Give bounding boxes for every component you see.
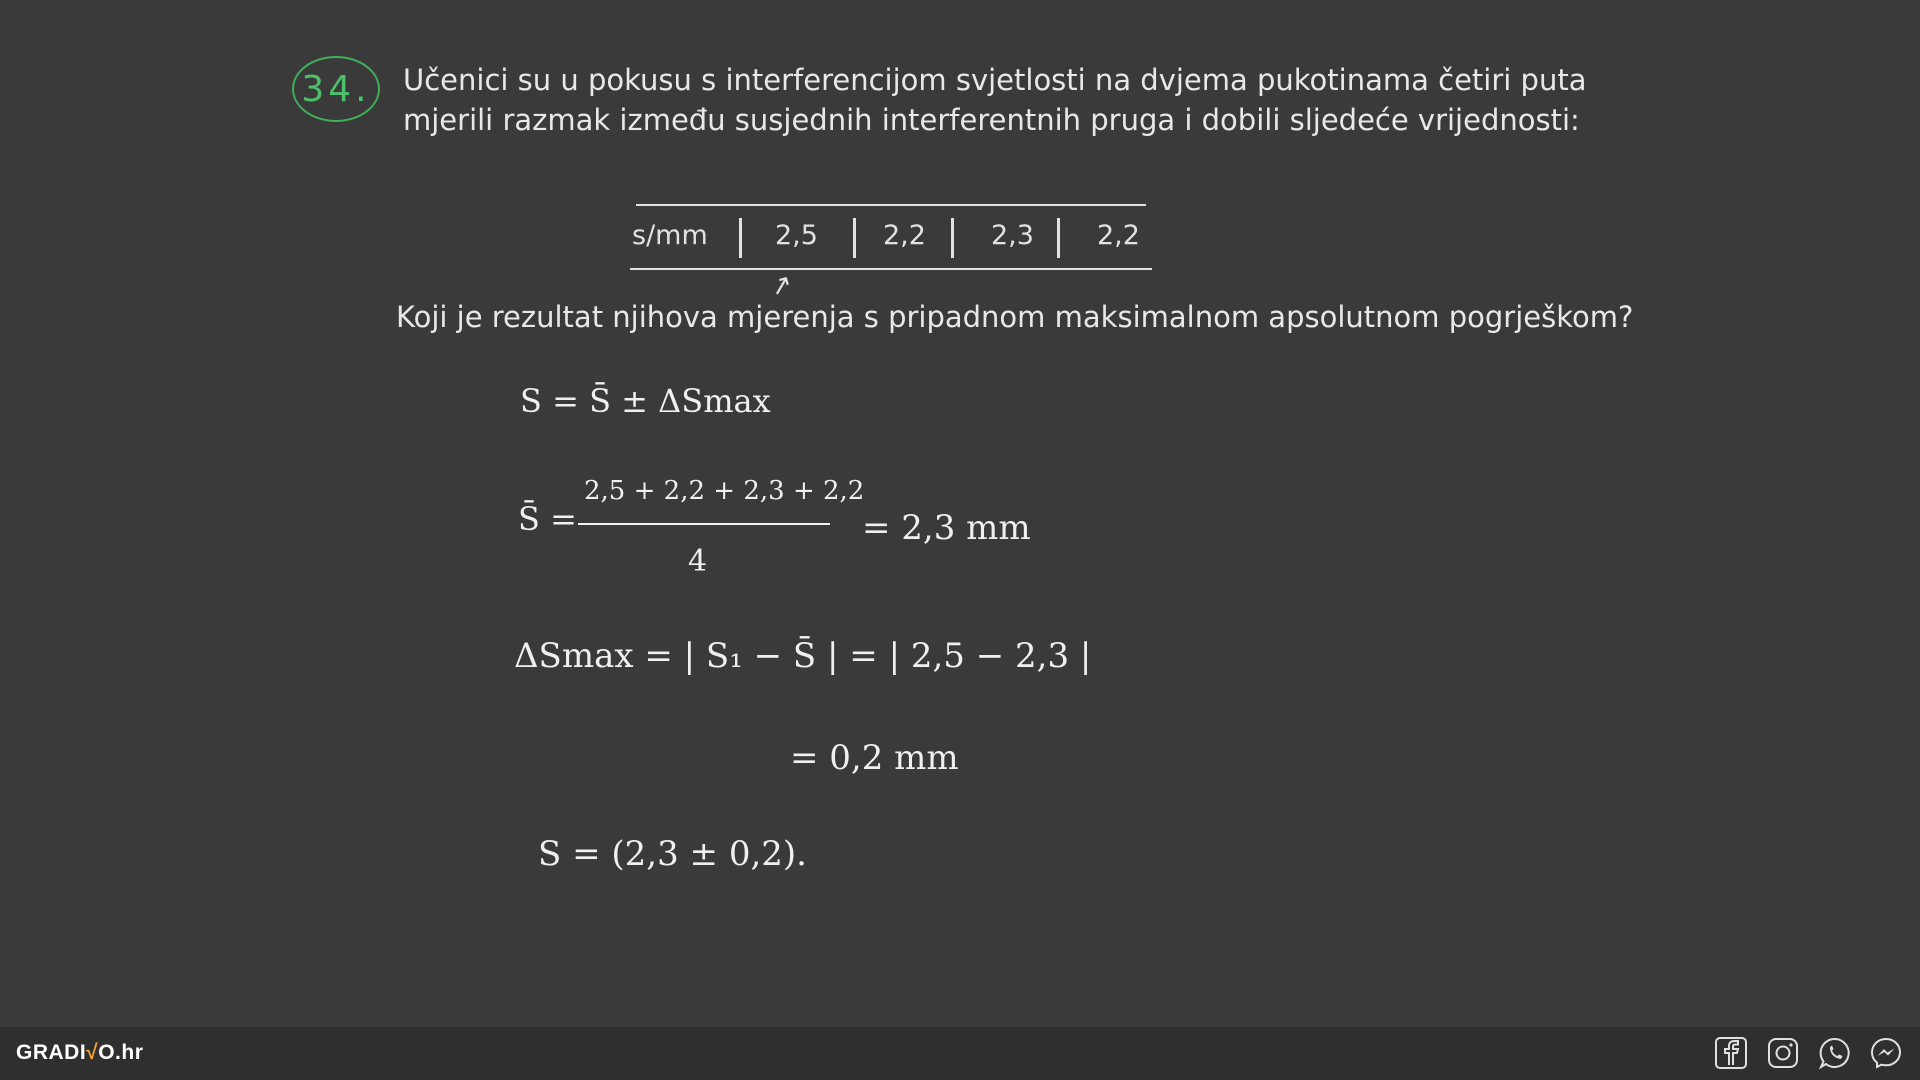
arrow-icon: ↑ bbox=[763, 268, 798, 306]
gradivo-logo[interactable] bbox=[16, 1041, 143, 1065]
table-cell-2: 2,2 bbox=[883, 220, 926, 251]
table-top-rule bbox=[636, 204, 1146, 206]
fraction-bar bbox=[578, 523, 830, 525]
delta-result: = 0,2 mm bbox=[790, 738, 959, 778]
mean-label: S̄ = bbox=[518, 500, 577, 538]
table-cell-1: 2,5 bbox=[775, 220, 818, 251]
mean-result: = 2,3 mm bbox=[862, 508, 1031, 548]
logo-text-right: O.hr bbox=[98, 1041, 144, 1064]
table-bottom-rule bbox=[630, 268, 1152, 270]
final-answer: S = (2,3 ± 0,2). bbox=[538, 834, 807, 874]
table-cell-4: 2,2 bbox=[1097, 220, 1140, 251]
delta-line: ΔSmax = | S₁ − S̄ | = | 2,5 − 2,3 | bbox=[514, 636, 1092, 676]
messenger-icon[interactable] bbox=[1868, 1035, 1904, 1071]
table-cell-3: 2,3 bbox=[991, 220, 1034, 251]
facebook-icon[interactable] bbox=[1713, 1035, 1749, 1071]
measurement-table bbox=[630, 204, 1152, 270]
question-text: Koji je rezultat njihova mjerenja s pripadnom maksimalnom apsolutnom pogrješkom? bbox=[396, 300, 1634, 334]
mean-numerator: 2,5 + 2,2 + 2,3 + 2,2 bbox=[584, 476, 865, 506]
mean-denominator: 4 bbox=[688, 544, 708, 579]
problem-line-2: mjerili razmak između susjednih interferentnih pruga i dobili sljedeće vrijednosti: bbox=[403, 103, 1580, 137]
footer-bar bbox=[0, 1027, 1920, 1080]
logo-text-left: GRADI bbox=[16, 1041, 87, 1064]
problem-statement bbox=[403, 60, 1587, 140]
table-separator bbox=[853, 218, 856, 258]
table-separator bbox=[951, 218, 954, 258]
problem-line-1: Učenici su u pokusu s interferencijom svjetlosti na dvjema pukotinama četiri puta bbox=[403, 63, 1587, 97]
table-separator bbox=[739, 218, 742, 258]
problem-number-badge: 34. bbox=[292, 56, 380, 122]
formula-line: S = S̄ ± ΔSmax bbox=[520, 382, 771, 420]
table-separator bbox=[1057, 218, 1060, 258]
instagram-icon[interactable] bbox=[1765, 1035, 1801, 1071]
table-header: s/mm bbox=[632, 220, 708, 251]
whatsapp-icon[interactable] bbox=[1817, 1035, 1853, 1071]
logo-root-mark: √ bbox=[86, 1041, 99, 1064]
